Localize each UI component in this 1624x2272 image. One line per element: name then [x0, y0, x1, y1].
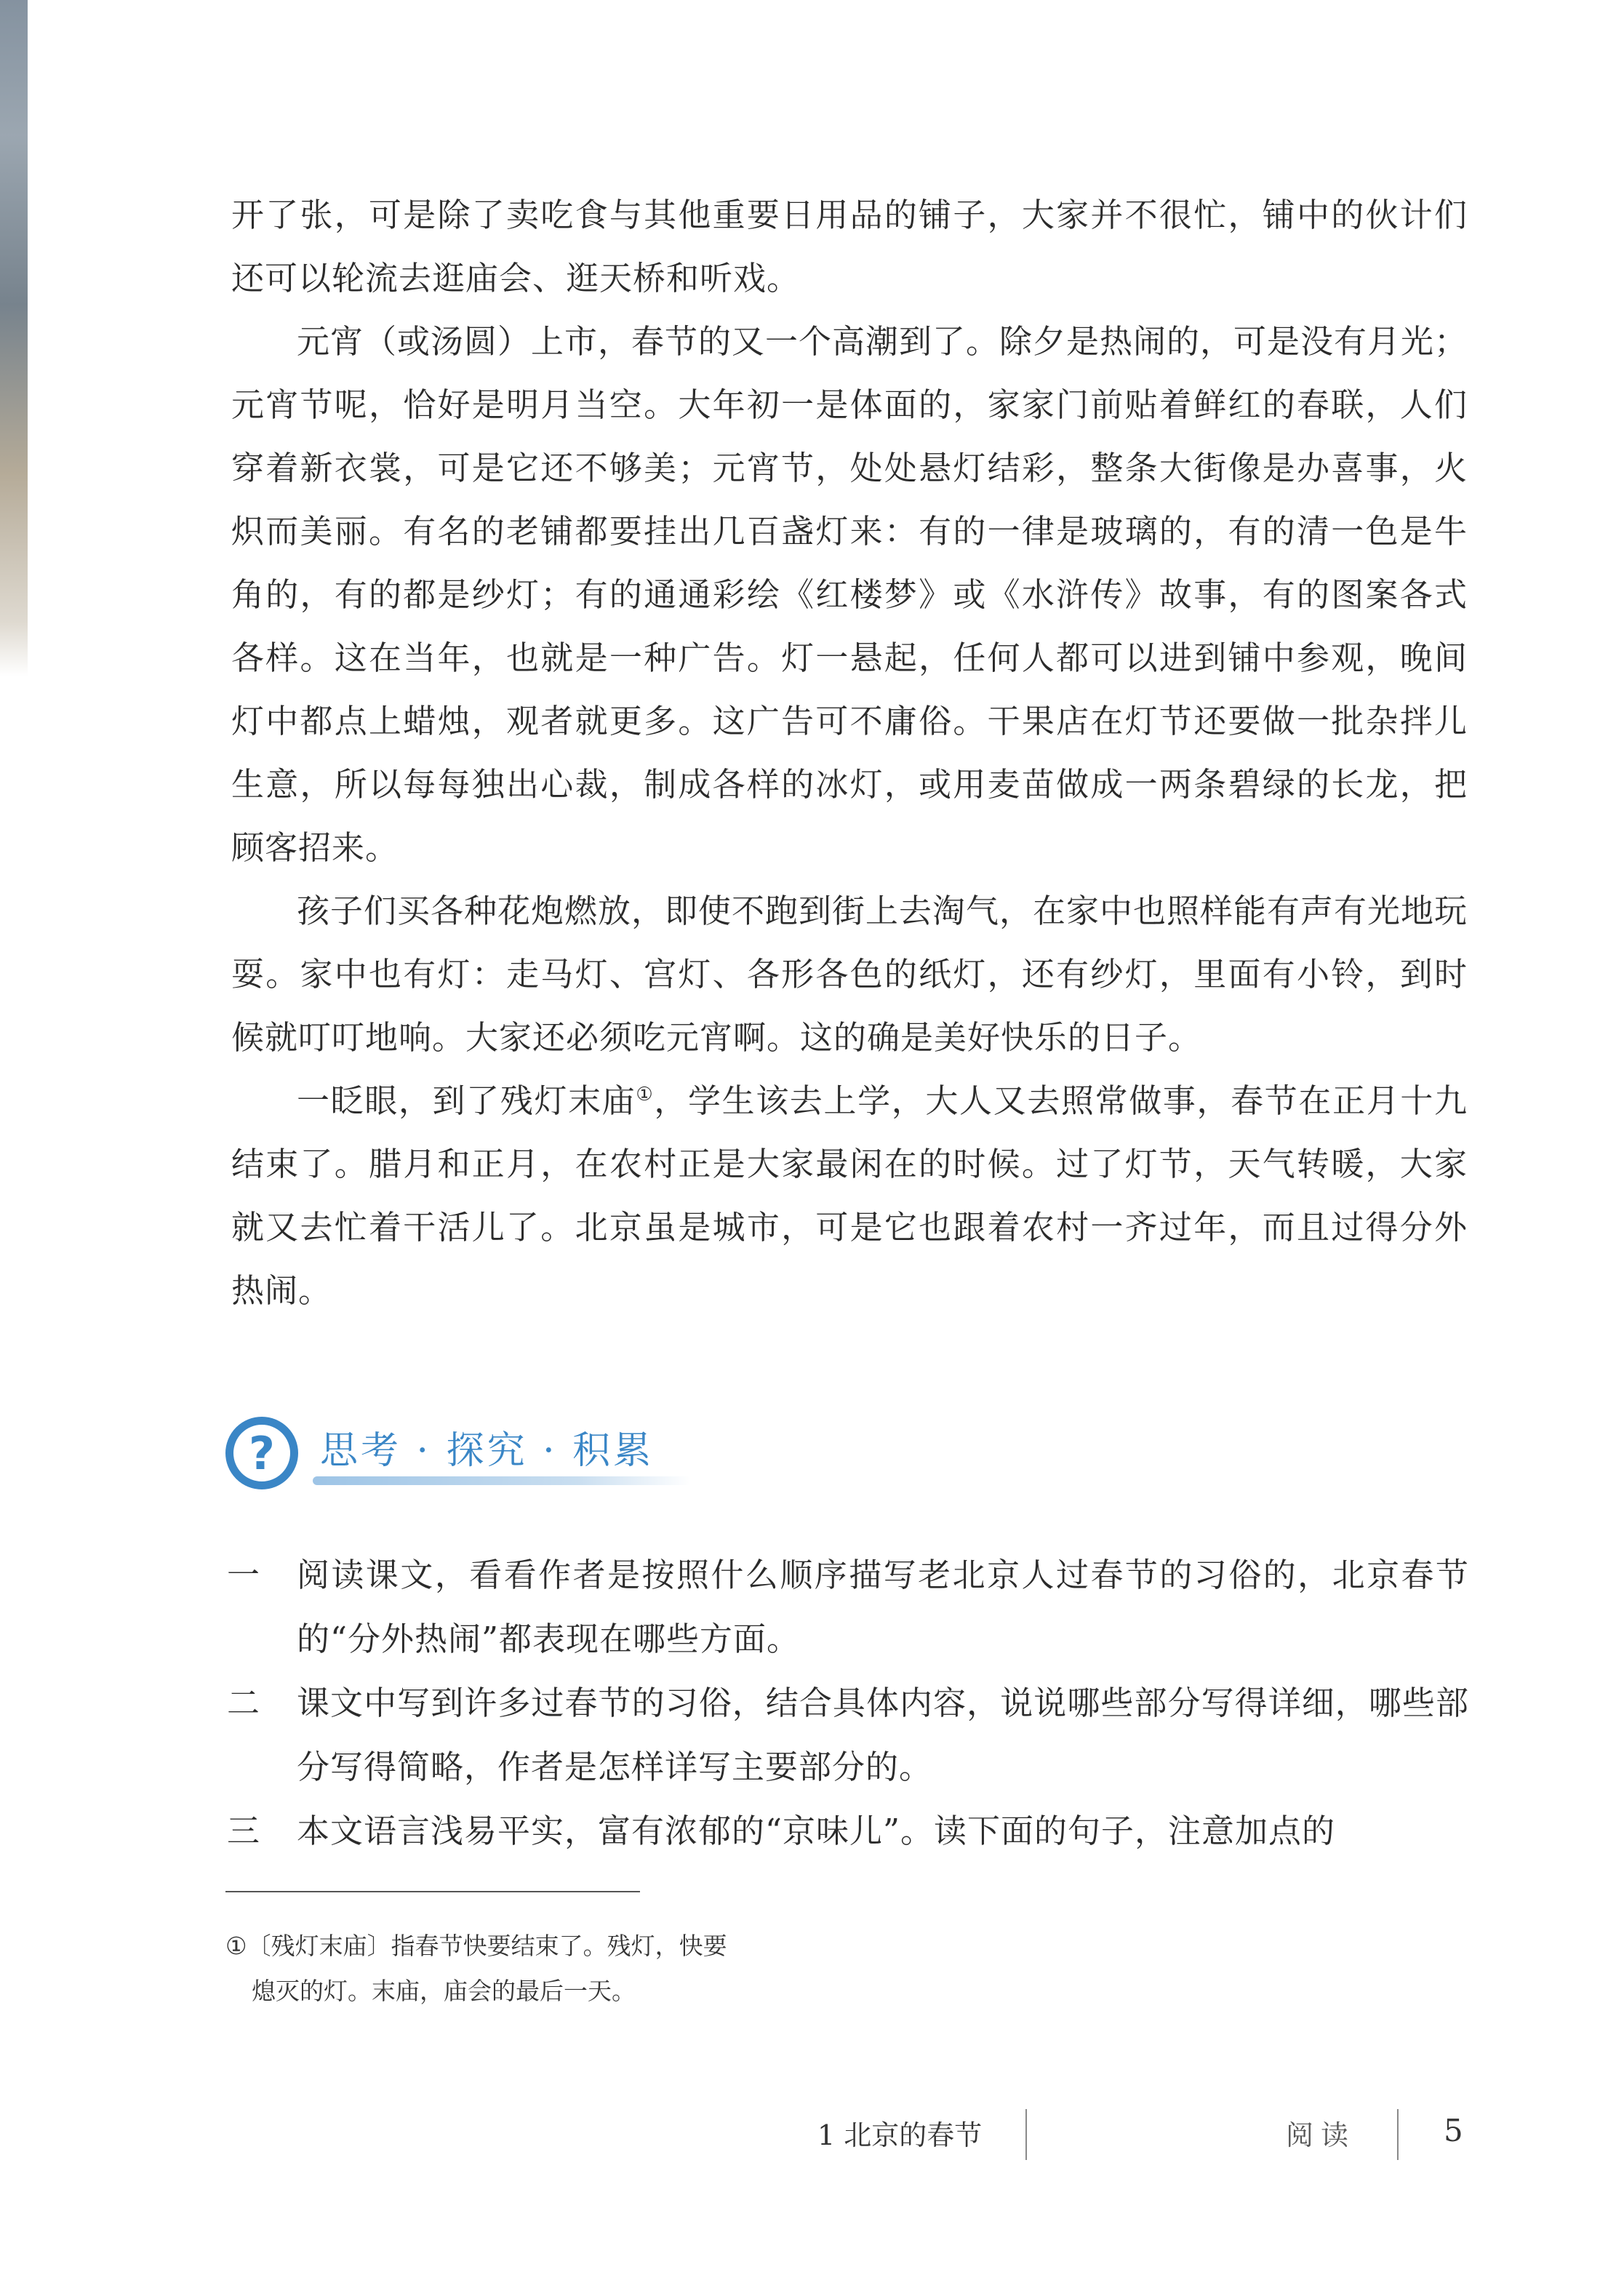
question-text: 本文语言浅易平实，富有浓郁的“京味儿”。读下面的句子，注意加点的: [297, 1812, 1336, 1850]
paragraph-4: [231, 1069, 1468, 1322]
question-item: [227, 1799, 1469, 1863]
footnote-mark: ①: [225, 1932, 247, 1960]
question-text: 阅读课文，看看作者是按照什么顺序描写老北京人过春节的习俗的，北京春节的“分外热闹”都表现在哪些方面。: [297, 1556, 1469, 1658]
section-header: [225, 1417, 691, 1519]
question-number: 二: [227, 1684, 261, 1722]
footnote-line-1: 〔残灯末庙〕指春节快要结束了。残灯，快要: [247, 1932, 727, 1960]
question-text: 课文中写到许多过春节的习俗，结合具体内容，说说哪些部分写得详细，哪些部分写得简略，作者是怎样详写主要部分的。: [297, 1684, 1469, 1786]
paragraph-2: 元宵（或汤圆）上市，春节的又一个高潮到了。除夕是热闹的，可是没有月光；元宵节呢，恰好是明月当空。大年初一是体面的，家家门前贴着鲜红的春联，人们穿着新衣裳，可是它还不够美；元宵节，处处悬灯结彩，整条大街像是办喜事，火炽而美丽。有名的老铺都要挂出几百盏灯来：有的一律是玻璃的，有的清一色是牛角的，有的都是纱灯；有的通通彩绘《红楼梦》或《水浒传》故事，有的图案各式各样。这在当年，也就是一种广告。灯一悬起，任何人都可以进到铺中参观，晚间灯中都点上蜡烛，观者就更多。这广告可不庸俗。干果店在灯节还要做一批杂拌儿生意，所以每每独出心裁，制成各样的冰灯，或用麦苗做成一两条碧绿的长龙，把顾客招来。: [231, 322, 1468, 867]
question-list: [227, 1543, 1469, 1863]
footer-chapter-title: 1 北京的春节: [817, 2119, 983, 2151]
section-title: 思考 · 探究 · 积累: [320, 1429, 655, 1473]
paragraph-4-rest: ，学生该去上学，大人又去照常做事，春节在正月十九结束了。腊月和正月，在农村正是大家最闲在的时候。过了灯节，天气转暖，大家就又去忙着干活儿了。北京虽是城市，可是它也跟着农村一齐过年，而且过得分外热闹。: [231, 1081, 1468, 1310]
paragraph-4-start: 一眨眼，到了残灯末庙: [297, 1081, 636, 1120]
paragraph-3: 孩子们买各种花炮燃放，即使不跑到街上去淘气，在家中也照样能有声有光地玩耍。家中也有灯：走马灯、宫灯、各形各色的纸灯，还有纱灯，里面有小铃，到时候就叮叮地响。大家还必须吃元宵啊。这的确是美好快乐的日子。: [231, 892, 1468, 1057]
footer-divider: [1025, 2109, 1027, 2160]
footnote-line-2: 熄灭的灯。末庙，庙会的最后一天。: [252, 1977, 636, 2005]
paragraph-1: 开了张，可是除了卖吃食与其他重要日用品的铺子，大家并不很忙，铺中的伙计们还可以轮流去逛庙会、逛天桥和听戏。: [231, 196, 1468, 297]
section-title-underline: [313, 1476, 691, 1485]
cover-edge-strip: [0, 0, 28, 676]
footer-divider: [1397, 2109, 1399, 2160]
footnote-divider: [225, 1891, 640, 1892]
question-number: 三: [227, 1812, 261, 1850]
footnote: [225, 1924, 822, 2014]
question-mark-icon: ?: [225, 1417, 298, 1489]
article-body: [231, 183, 1468, 1322]
page-number: 5: [1444, 2113, 1463, 2148]
question-item: [227, 1671, 1469, 1799]
question-number: 一: [227, 1556, 261, 1594]
footnote-reference: ①: [636, 1084, 655, 1105]
question-item: [227, 1543, 1469, 1671]
footer-section-label: 阅读: [1286, 2119, 1356, 2151]
